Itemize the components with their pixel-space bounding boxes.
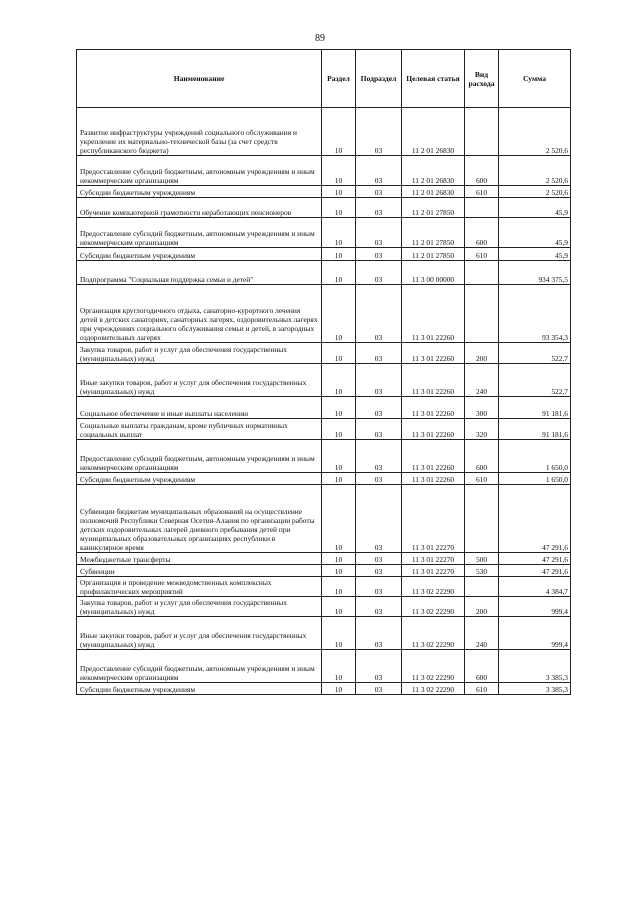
col-header-name: Наименование — [77, 50, 322, 108]
table-row — [77, 683, 571, 695]
cell-type: 600 — [465, 440, 499, 473]
cell-type — [465, 261, 499, 285]
cell-subsection: 03 — [356, 577, 402, 597]
cell-subsection: 03 — [356, 397, 402, 419]
cell-type: 610 — [465, 683, 499, 695]
cell-target: 11 3 01 22270 — [402, 565, 465, 577]
table-row — [77, 108, 571, 156]
cell-subsection: 03 — [356, 473, 402, 485]
col-header-section: Раздел — [322, 50, 356, 108]
cell-section: 10 — [322, 156, 356, 186]
cell-sum: 91 181,6 — [499, 397, 571, 419]
cell-type: 500 — [465, 553, 499, 565]
cell-type — [465, 108, 499, 156]
cell-sum: 2 520,6 — [499, 156, 571, 186]
col-header-sum: Сумма — [499, 50, 571, 108]
cell-subsection: 03 — [356, 156, 402, 186]
cell-sum: 522,7 — [499, 364, 571, 397]
cell-subsection: 03 — [356, 343, 402, 364]
cell-name: Закупка товаров, работ и услуг для обеспечения государственных (муниципальных) нужд — [77, 343, 322, 364]
cell-subsection: 03 — [356, 248, 402, 261]
cell-subsection: 03 — [356, 218, 402, 248]
cell-section: 10 — [322, 597, 356, 617]
cell-name: Предоставление субсидий бюджетным, автономным учреждениям и иным некоммерческим организациям — [77, 156, 322, 186]
cell-subsection: 03 — [356, 419, 402, 440]
cell-name: Предоставление субсидий бюджетным, автономным учреждениям и иным некоммерческим организациям — [77, 218, 322, 248]
cell-type: 320 — [465, 419, 499, 440]
cell-sum: 47 291,6 — [499, 485, 571, 553]
cell-section: 10 — [322, 108, 356, 156]
cell-name: Развитие инфраструктуры учреждений социального обслуживания и укрепление их материально-технической базы (за счет средств республиканского бюджета) — [77, 108, 322, 156]
cell-type — [465, 577, 499, 597]
table-row — [77, 597, 571, 617]
cell-name: Подпрограмма "Социальная поддержка семьи и детей" — [77, 261, 322, 285]
cell-sum: 934 375,5 — [499, 261, 571, 285]
cell-target: 11 3 01 22260 — [402, 397, 465, 419]
cell-type — [465, 485, 499, 553]
table-row — [77, 248, 571, 261]
cell-target: 11 3 01 22270 — [402, 553, 465, 565]
cell-section: 10 — [322, 198, 356, 218]
cell-target: 11 2 01 27850 — [402, 218, 465, 248]
cell-subsection: 03 — [356, 597, 402, 617]
cell-subsection: 03 — [356, 186, 402, 198]
cell-target: 11 3 01 22260 — [402, 419, 465, 440]
cell-target: 11 3 01 22260 — [402, 285, 465, 343]
cell-sum: 45,9 — [499, 218, 571, 248]
cell-section: 10 — [322, 343, 356, 364]
cell-name: Социальные выплаты гражданам, кроме публичных нормативных социальных выплат — [77, 419, 322, 440]
cell-subsection: 03 — [356, 440, 402, 473]
cell-sum: 47 291,6 — [499, 553, 571, 565]
page-number: 89 — [315, 33, 325, 44]
table-row — [77, 577, 571, 597]
cell-section: 10 — [322, 248, 356, 261]
cell-section: 10 — [322, 218, 356, 248]
table-row — [77, 156, 571, 186]
cell-section: 10 — [322, 186, 356, 198]
cell-target: 11 2 01 26830 — [402, 186, 465, 198]
cell-type: 610 — [465, 186, 499, 198]
cell-section: 10 — [322, 485, 356, 553]
cell-type: 600 — [465, 650, 499, 683]
cell-sum: 1 650,0 — [499, 440, 571, 473]
table-row — [77, 364, 571, 397]
col-header-subsection: Подраздел — [356, 50, 402, 108]
cell-subsection: 03 — [356, 261, 402, 285]
cell-sum: 91 181,6 — [499, 419, 571, 440]
cell-subsection: 03 — [356, 553, 402, 565]
cell-section: 10 — [322, 364, 356, 397]
col-header-type: Вид расхода — [465, 50, 499, 108]
cell-subsection: 03 — [356, 108, 402, 156]
cell-section: 10 — [322, 565, 356, 577]
cell-type: 610 — [465, 248, 499, 261]
cell-type: 530 — [465, 565, 499, 577]
cell-section: 10 — [322, 553, 356, 565]
cell-type: 600 — [465, 218, 499, 248]
cell-target: 11 3 02 22290 — [402, 650, 465, 683]
cell-subsection: 03 — [356, 650, 402, 683]
cell-section: 10 — [322, 683, 356, 695]
cell-target: 11 3 01 22260 — [402, 440, 465, 473]
cell-section: 10 — [322, 261, 356, 285]
cell-target: 11 2 01 26830 — [402, 156, 465, 186]
cell-name: Организация круглогодичного отдыха, санаторно-курортного лечения детей в детских санаториях, санаторных лагерях, оздоровительных лагерях при учреждениях социального обслуживания семьи и детей, в загородных оздоровительных лагерях — [77, 285, 322, 343]
table-row — [77, 485, 571, 553]
cell-type: 300 — [465, 397, 499, 419]
cell-name: Субсидии бюджетным учреждениям — [77, 473, 322, 485]
cell-target: 11 3 00 00000 — [402, 261, 465, 285]
cell-section: 10 — [322, 577, 356, 597]
table-row — [77, 186, 571, 198]
cell-sum: 999,4 — [499, 597, 571, 617]
cell-name: Субвенции бюджетам муниципальных образований на осуществление полномочий Республики Северная Осетия-Алания по организации работы детских оздоровительных лагерей дневного пребывания детей при муниципальных образовательных организациях республики в каникулярное время — [77, 485, 322, 553]
cell-target: 11 3 02 22290 — [402, 597, 465, 617]
table-row — [77, 218, 571, 248]
table-row — [77, 419, 571, 440]
cell-name: Предоставление субсидий бюджетным, автономным учреждениям и иным некоммерческим организациям — [77, 440, 322, 473]
cell-sum: 999,4 — [499, 617, 571, 650]
cell-target: 11 3 02 22290 — [402, 683, 465, 695]
cell-sum: 3 385,3 — [499, 650, 571, 683]
cell-target: 11 2 01 27850 — [402, 198, 465, 218]
table-row — [77, 553, 571, 565]
cell-name: Субсидии бюджетным учреждениям — [77, 186, 322, 198]
cell-section: 10 — [322, 397, 356, 419]
cell-section: 10 — [322, 419, 356, 440]
table-row — [77, 650, 571, 683]
cell-name: Межбюджетные трансферты — [77, 553, 322, 565]
cell-subsection: 03 — [356, 485, 402, 553]
cell-sum: 45,9 — [499, 198, 571, 218]
cell-sum: 3 385,3 — [499, 683, 571, 695]
table-row — [77, 285, 571, 343]
cell-target: 11 3 01 22260 — [402, 473, 465, 485]
budget-table — [76, 49, 571, 695]
cell-type: 600 — [465, 156, 499, 186]
cell-name: Субсидии бюджетным учреждениям — [77, 683, 322, 695]
cell-name: Социальное обеспечение и иные выплаты населению — [77, 397, 322, 419]
cell-type — [465, 285, 499, 343]
table-row — [77, 343, 571, 364]
cell-subsection: 03 — [356, 617, 402, 650]
cell-target: 11 3 01 22260 — [402, 364, 465, 397]
cell-sum: 2 520,6 — [499, 186, 571, 198]
cell-target: 11 2 01 26830 — [402, 108, 465, 156]
table-row — [77, 261, 571, 285]
cell-section: 10 — [322, 617, 356, 650]
cell-target: 11 3 02 22290 — [402, 577, 465, 597]
cell-target: 11 3 01 22270 — [402, 485, 465, 553]
cell-sum: 522,7 — [499, 343, 571, 364]
cell-sum: 1 650,0 — [499, 473, 571, 485]
cell-name: Субвенции — [77, 565, 322, 577]
cell-sum: 47 291,6 — [499, 565, 571, 577]
cell-type: 240 — [465, 364, 499, 397]
cell-target: 11 3 02 22290 — [402, 617, 465, 650]
cell-sum: 93 354,3 — [499, 285, 571, 343]
cell-section: 10 — [322, 440, 356, 473]
cell-type: 200 — [465, 597, 499, 617]
table-row — [77, 473, 571, 485]
cell-section: 10 — [322, 650, 356, 683]
cell-target: 11 2 01 27850 — [402, 248, 465, 261]
cell-sum: 2 520,6 — [499, 108, 571, 156]
cell-section: 10 — [322, 285, 356, 343]
cell-name: Иные закупки товаров, работ и услуг для обеспечения государственных (муниципальных) нужд — [77, 364, 322, 397]
cell-type: 200 — [465, 343, 499, 364]
cell-name: Организация и проведение межведомственных комплексных профилактических мероприятий — [77, 577, 322, 597]
table-row — [77, 565, 571, 577]
cell-name: Субсидии бюджетным учреждениям — [77, 248, 322, 261]
cell-name: Предоставление субсидий бюджетным, автономным учреждениям и иным некоммерческим организациям — [77, 650, 322, 683]
cell-subsection: 03 — [356, 285, 402, 343]
table-row — [77, 617, 571, 650]
cell-name: Закупка товаров, работ и услуг для обеспечения государственных (муниципальных) нужд — [77, 597, 322, 617]
table-header-row — [77, 50, 571, 108]
cell-subsection: 03 — [356, 198, 402, 218]
cell-subsection: 03 — [356, 683, 402, 695]
cell-name: Обучение компьютерной грамотности неработающих пенсионеров — [77, 198, 322, 218]
table-row — [77, 440, 571, 473]
cell-target: 11 3 01 22260 — [402, 343, 465, 364]
cell-name: Иные закупки товаров, работ и услуг для обеспечения государственных (муниципальных) нужд — [77, 617, 322, 650]
cell-type: 610 — [465, 473, 499, 485]
col-header-target: Целевая статья — [402, 50, 465, 108]
cell-subsection: 03 — [356, 364, 402, 397]
cell-section: 10 — [322, 473, 356, 485]
cell-sum: 45,9 — [499, 248, 571, 261]
cell-type — [465, 198, 499, 218]
cell-subsection: 03 — [356, 565, 402, 577]
cell-sum: 4 384,7 — [499, 577, 571, 597]
cell-type: 240 — [465, 617, 499, 650]
table-row — [77, 397, 571, 419]
table-row — [77, 198, 571, 218]
